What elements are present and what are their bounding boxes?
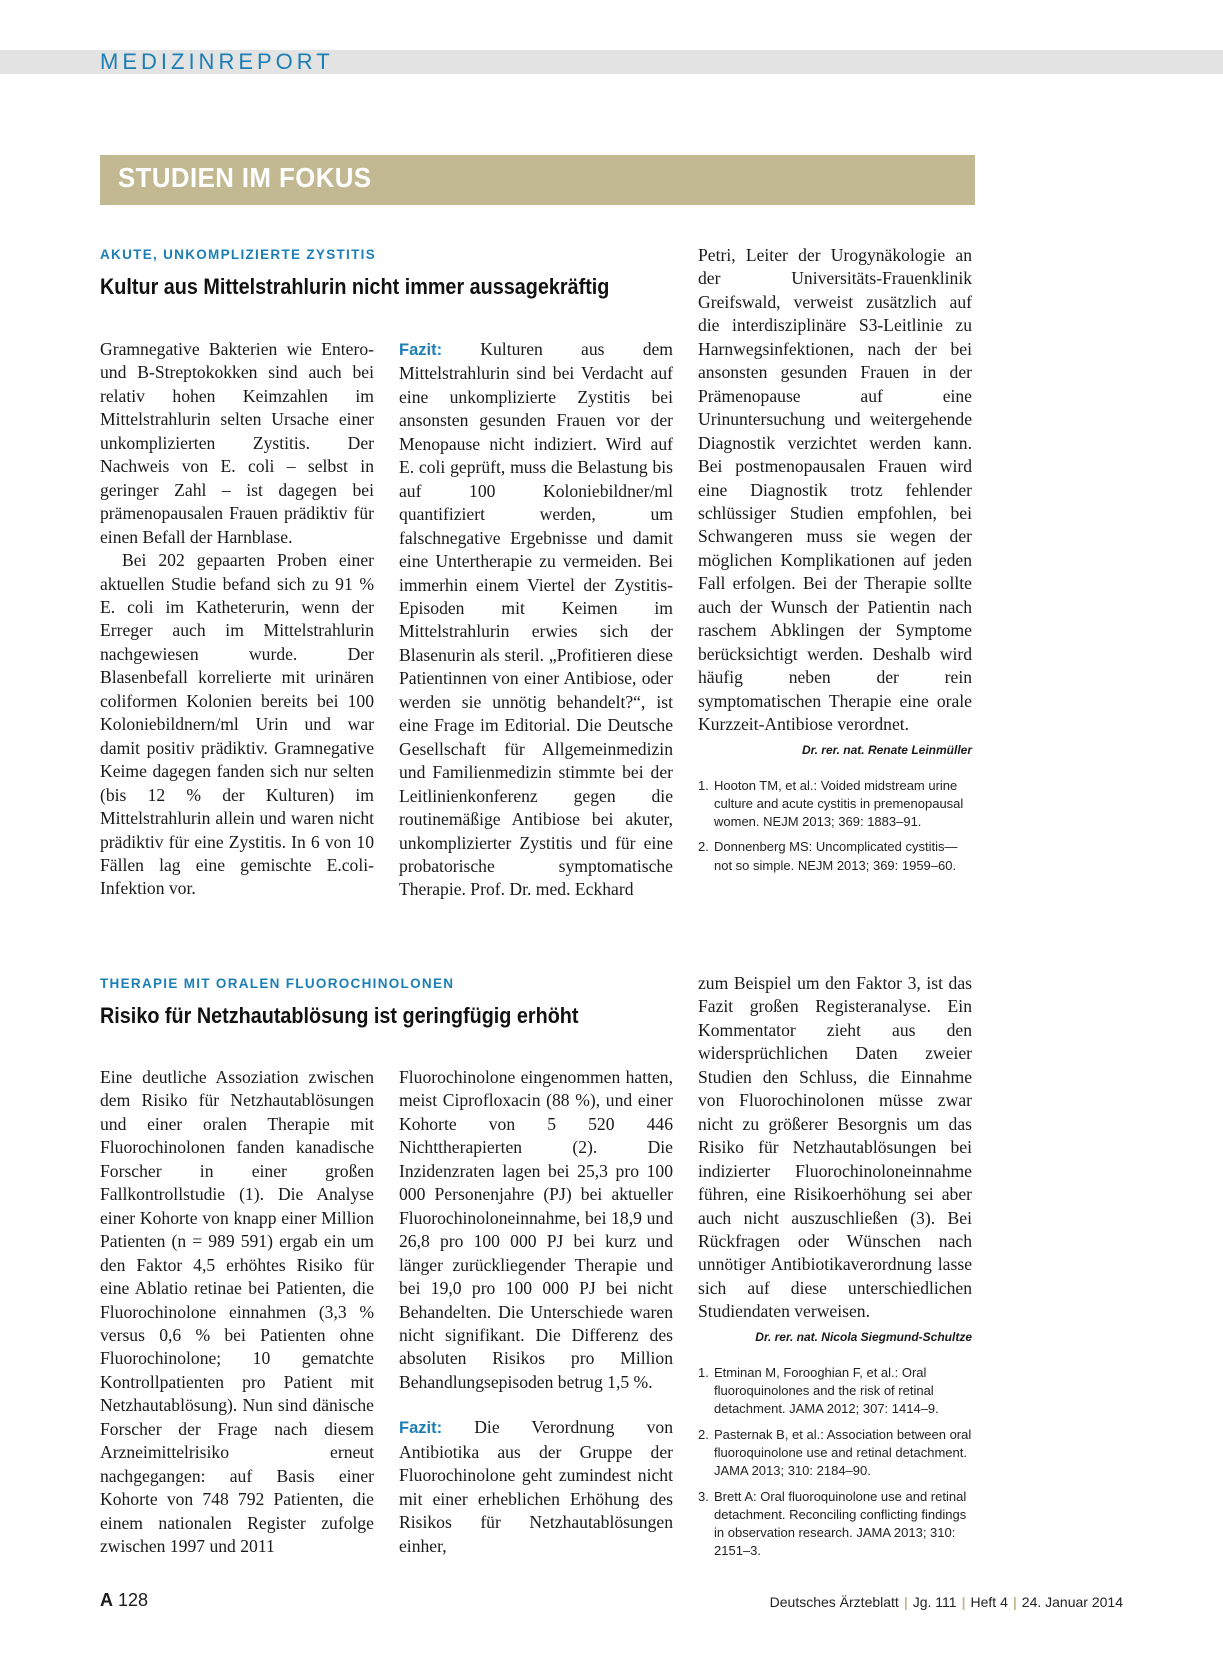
article2-column-2 (399, 1066, 673, 1558)
article1-paragraph-2: Bei 202 gepaarten Proben einer aktuellen Studie befand sich zu 91 % E. coli im Katheterurin, wenn der Erreger auch im Mittelstrahlurin nachgewiesen wurde. Der Blasenbefall korrelierte mit urinären coliformen Kolonien bereits bei 100 Koloniebildnern/ml Urin und war damit positiv prädiktiv. Gramnegative Keime dagegen fanden sich nur selten (bis 12 % der Kulturen) im Mittelstrahlurin allein und waren nicht prädiktiv für eine Zystitis. In 6 von 10 Fällen lag eine gemischte E.coli-Infektion vor. (100, 550, 374, 899)
journal-date: 24. Januar 2014 (1021, 1594, 1123, 1610)
article2-paragraph-3: zum Beispiel um den Faktor 3, ist das Fazit großen Registeranalyse. Ein Kommentator zieht aus den widersprüchlichen Daten zweier Studien den Schluss, die Einnahme von Fluorochinolonen müsse zwar nicht zu größerer Besorgnis um das Risiko für Netzhautablösungen bei indizierter Fluorochinoloneinnahme führen, eine Risikoerhöhung sei aber auch nicht auszuschließen (3). Bei Rückfragen oder Wünschen nach unnötiger Antibiotikaverordnung lasse sich auf diese unterschiedlichen Studiendaten verweisen. (698, 973, 972, 1322)
reference-item (698, 1488, 972, 1561)
article2-column-1 (100, 1066, 374, 1559)
reference-text: Brett A: Oral fluoroquinolone use and retinal detachment. Reconciling conflicting findings in observation research. JAMA 2013; 310: 2151–3. (714, 1488, 967, 1559)
section-bar (100, 155, 975, 205)
article1-column-2 (399, 338, 673, 902)
article2-author: Dr. rer. nat. Nicola Siegmund-Schultze (755, 1329, 972, 1344)
journal-issue: Heft 4 (970, 1594, 1008, 1610)
article2-headline: Risiko für Netzhautablösung ist geringfügig erhöht (100, 1003, 579, 1028)
article1-paragraph-3: Petri, Leiter der Urogynäkologie an der Universitäts-Frauenklinik Greifswald, verweist zusätzlich auf die interdisziplinäre S3-Leitlinie zu Harnwegsinfektionen, nach der bei ansonsten gesunden Frauen in der Prämenopause auf eine Urinuntersuchung und weitergehende Diagnostik verzichtet werden kann. Bei postmenopausalen Frauen wird eine Diagnostik trotz fehlender schlüssiger Studien empfohlen, bei Schwangeren muss sie wegen der möglichen Komplikationen auf jeden Fall erfolgen. Bei der Therapie sollte auch der Wunsch der Patientin nach raschem Abklingen der Symptome berücksichtigt werden. Deshalb wird häufig neben der rein symptomatischen Therapie eine orale Kurzzeit-Antibiose verordnet. (698, 245, 972, 735)
article1-paragraph-1: Gramnegative Bakterien wie Entero- und B-Streptokokken sind auch bei relativ hohen Keimzahlen im Mittelstrahlurin selten Ursache einer unkomplizierten Zystitis. Der Nachweis von E. coli – selbst in geringer Zahl – ist dagegen bei prämenopausalen Frauen prädiktiv für einen Befall der Harnblase. (100, 339, 374, 547)
article2-fazit-label: Fazit: (399, 1419, 443, 1438)
reference-item (698, 838, 972, 875)
page-prefix: A (100, 1590, 113, 1610)
article1-fazit-text: Kulturen aus dem Mittelstrahlurin sind bei Verdacht auf eine unkomplizierte Zystitis bei ansonsten gesunden Frauen vor der Menopause nicht indiziert. Wird auf E. coli geprüft, muss die Belastung bis auf 100 Koloniebildner/ml quantifiziert werden, um falschnegative Ergebnisse und damit eine Untertherapie zu vermeiden. Bei immerhin einem Viertel der Zystitis-Episoden mit Keimen im Mittelstrahlurin erwies sich der Blasenurin als steril. „Profitieren diese Patientinnen von einer Antibiose, oder werden sie unnötig behandelt?“, ist eine Frage im Editorial. Die Deutsche Gesellschaft für Allgemeinmedizin und Familienmedizin stimmte bei der Leitlinienkonferenz gegen die routinemäßige Antibiose bei akuter, unkomplizierter Zystitis und für eine probatorische symptomatische Therapie. Prof. Dr. med. Eckhard (399, 339, 673, 900)
article1-column-3 (698, 244, 972, 882)
article2-references (698, 1364, 972, 1561)
reference-item (698, 1364, 972, 1419)
reference-number: 1. (698, 777, 709, 793)
article1-kicker: AKUTE, UNKOMPLIZIERTE ZYSTITIS (100, 247, 377, 262)
reference-item (698, 777, 972, 832)
article1-author: Dr. rer. nat. Renate Leinmüller (801, 742, 972, 757)
section-title: STUDIEN IM FOKUS (118, 162, 372, 193)
page-number (100, 1590, 148, 1611)
reference-text: Hooton TM, et al.: Voided midstream urine culture and acute cystitis in premenopausal women. NEJM 2013; 369: 1883–91. (714, 777, 964, 830)
reference-number: 3. (698, 1488, 709, 1504)
article1-headline: Kultur aus Mittelstrahlurin nicht immer aussagekräftig (100, 274, 610, 299)
article1-references (698, 777, 972, 875)
running-head: MEDIZINREPORT (100, 49, 334, 74)
journal-info: Deutsches Ärzteblatt | Jg. 111 | Heft 4 | 24. Januar 2014 (769, 1594, 1123, 1610)
article2-kicker: THERAPIE MIT ORALEN FLUOROCHINOLONEN (100, 976, 455, 991)
page-number-value: 128 (118, 1590, 149, 1610)
reference-item (698, 1426, 972, 1481)
reference-text: Pasternak B, et al.: Association between oral fluoroquinolone use and retinal detachment. JAMA 2013; 310: 2184–90. (714, 1426, 972, 1479)
article1-fazit-label: Fazit: (399, 341, 443, 359)
article2-fazit-text: Die Verordnung von Antibiotika aus der Gruppe der Fluorochinolone geht zumindest nicht mit einer erheblichen Erhöhung des Risikos für Netzhautablösungen einher, (399, 1417, 673, 1556)
reference-text: Etminan M, Forooghian F, et al.: Oral fluoroquinolones and the risk of retinal detachment. JAMA 2012; 307: 1414–9. (714, 1364, 939, 1417)
reference-number: 1. (698, 1364, 709, 1380)
article2-column-3 (698, 972, 972, 1568)
journal-name: Deutsches Ärzteblatt (769, 1594, 899, 1610)
reference-text: Donnenberg MS: Uncomplicated cystitis—not so simple. NEJM 2013; 369: 1959–60. (714, 839, 958, 873)
reference-number: 2. (698, 1426, 709, 1442)
article2-paragraph-1: Eine deutliche Assoziation zwischen dem Risiko für Netzhautablösungen und einer oralen Therapie mit Fluorochinolonen fanden kanadische Forscher in einer großen Fallkontrollstudie (1). Die Analyse einer Kohorte von knapp einer Million Patienten (n = 989 591) ergab ein um den Faktor 4,5 erhöhtes Risiko für eine Ablatio retinae bei Patienten, die Fluorochinolone einnahmen (3,3 % versus 0,6 % bei Patienten ohne Fluorochinolone; 10 gematchte Kontrollpatienten pro Patient mit Netzhautablösung). Nun sind dänische Forscher der Frage nach diesem Arzneimittelrisiko erneut nachgegangen: auf Basis einer Kohorte von 748 792 Patienten, die einem nationalen Register zufolge zwischen 1997 und 2011 (100, 1067, 374, 1557)
reference-number: 2. (698, 839, 709, 855)
journal-volume: Jg. 111 (912, 1594, 957, 1610)
article2-paragraph-2: Fluorochinolone eingenommen hatten, meist Ciprofloxacin (88 %), und einer Kohorte von 5 520 446 Nichttherapierten (2). Die Inzidenzraten lagen bei 25,3 pro 100 000 Personenjahre (PJ) bei aktueller Fluorochinoloneinnahme, bei 18,9 und 26,8 pro 100 000 PJ bei kurz und länger zurückliegender Therapie und bei 19,0 pro 100 000 PJ bei nicht Behandelten. Die Unterschiede waren nicht signifikant. Die Differenz des absoluten Risikos pro Million Behandlungsepisoden betrug 1,5 %. (399, 1067, 673, 1392)
article1-column-1 (100, 338, 374, 901)
